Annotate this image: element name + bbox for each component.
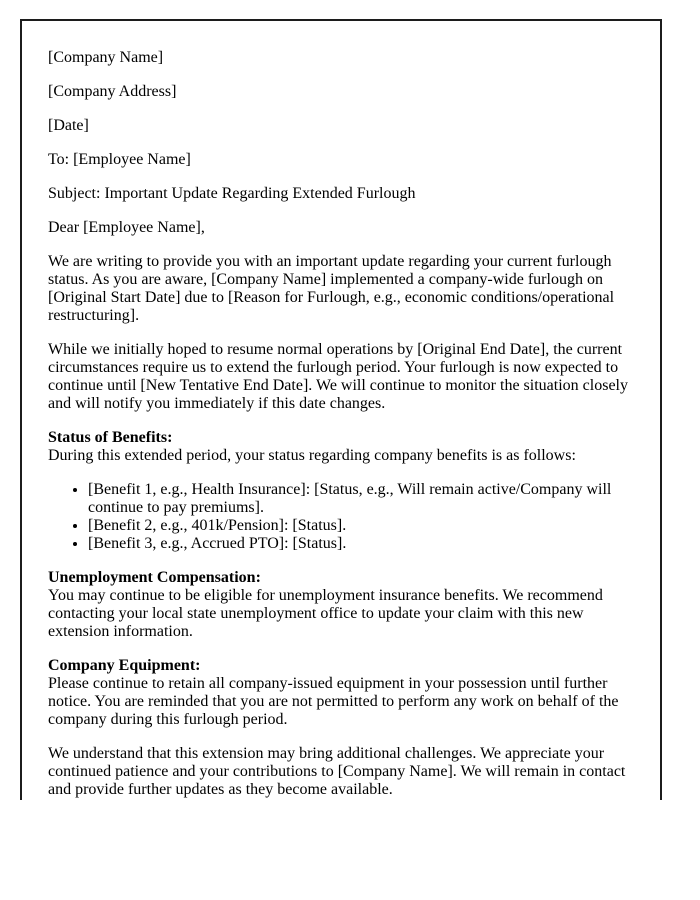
equipment-heading: Company Equipment: [48,657,201,674]
closing-paragraph: We understand that this extension may bring additional challenges. We appreciate your continued patience and your contributions to [Company Name]. We will remain in contact and provide further updates as they become available. [48,745,626,798]
benefit-item-1: • [Benefit 1, e.g., Health Insurance]: [Status, e.g., Will remain active/Company will continue to pay premiums]. [88,481,634,517]
furlough-extension-letter [20,19,662,800]
benefits-intro: During this extended period, your status regarding company benefits is as follows: [48,447,576,464]
benefit-item-2: • [Benefit 2, e.g., 401k/Pension]: [Status]. [88,517,634,535]
extension-paragraph: While we initially hoped to resume normal operations by [Original End Date], the current circumstances require us to extend the furlough period. Your furlough is now expected to continue until [New Tentative End Date]. We will continue to monitor the situation closely and will notify you immediately if this date changes. [48,341,628,412]
unemployment-heading: Unemployment Compensation: [48,569,261,586]
date-line: [Date] [48,117,89,134]
equipment-body: Please continue to retain all company-issued equipment in your possession until further notice. You are reminded that you are not permitted to perform any work on behalf of the company during this furlough period. [48,675,619,728]
unemployment-body: You may continue to be eligible for unemployment insurance benefits. We recommend contacting your local state unemployment office to update your claim with this new extension information. [48,587,603,640]
benefits-section [48,429,634,465]
subject-line: Subject: Important Update Regarding Extended Furlough [48,185,416,202]
intro-paragraph: We are writing to provide you with an important update regarding your current furlough status. As you are aware, [Company Name] implemented a company-wide furlough on [Original Start Date] due to [Reason for Furlough, e.g., economic conditions/operational restructuring]. [48,253,615,324]
salutation: Dear [Employee Name], [48,219,205,236]
benefits-list [48,481,634,553]
benefit-item-3: • [Benefit 3, e.g., Accrued PTO]: [Status]. [88,535,634,553]
company-address-line: [Company Address] [48,83,177,100]
company-name-line: [Company Name] [48,49,164,66]
unemployment-section [48,569,634,641]
equipment-section [48,657,634,729]
benefits-heading: Status of Benefits: [48,429,173,446]
recipient-line: To: [Employee Name] [48,151,191,168]
